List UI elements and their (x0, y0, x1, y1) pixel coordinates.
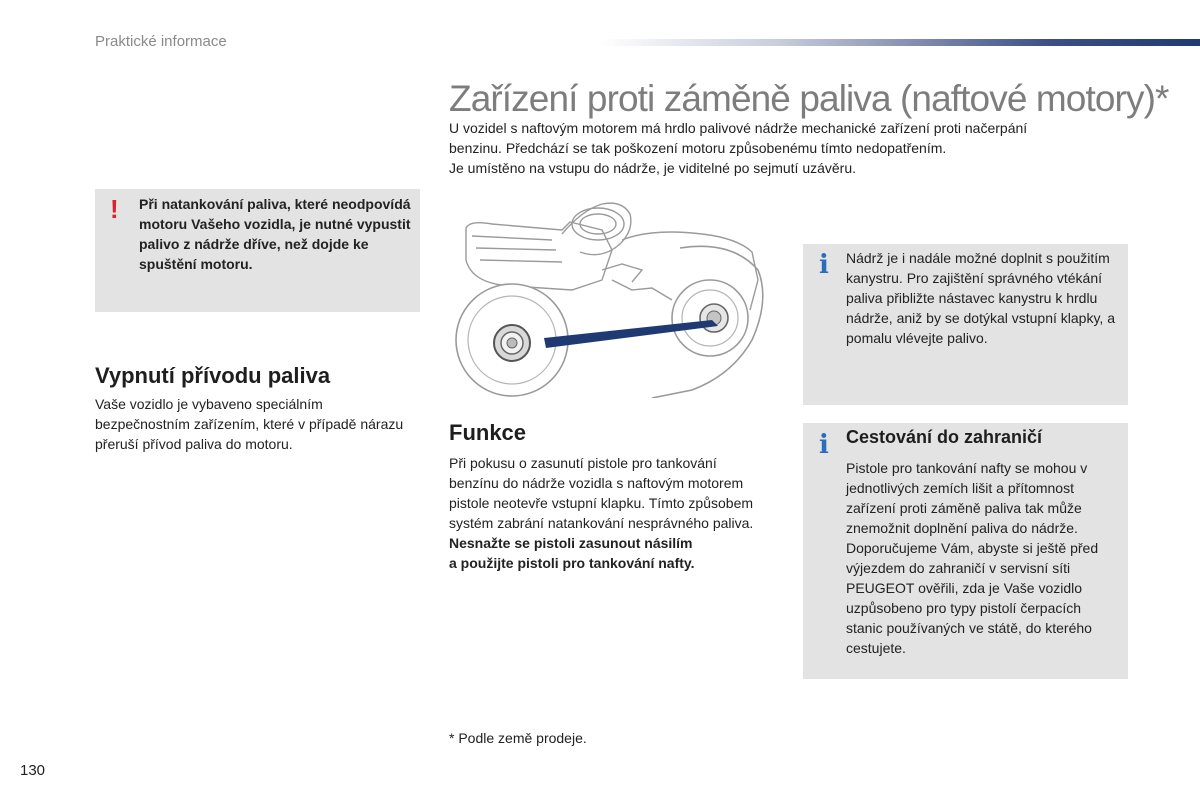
function-warning-line: a použijte pistoli pro tankování nafty. (449, 555, 695, 571)
info-text: Nádrž je i nadále možné doplnit s použitím kanystru. Pro zajištění správného vtékání paliva přibližte nástavec kanystru k hrdlu nádrže, aniž by se dotýkal vstupní klapky, a pomalu vlévejte palivo. (846, 250, 1115, 346)
warning-icon: ! (110, 194, 119, 224)
warning-box (95, 189, 420, 312)
header-bar (600, 39, 1200, 46)
function-warning-line: Nesnažte se pistoli zasunout násilím (449, 535, 693, 551)
intro-paragraph (449, 118, 1129, 178)
warning-text: Při natankování paliva, které neodpovídá motoru Vašeho vozidla, je nutné vypustit palivo z nádrže dříve, než dojde ke spuštění motoru. (139, 196, 411, 272)
intro-line: Je umístěno na vstupu do nádrže, je viditelné po sejmutí uzávěru. (449, 160, 857, 176)
function-text: Při pokusu o zasunutí pistole pro tankování benzínu do nádrže vozidla s naftovým motorem pistole neotevře vstupní klapku. Tímto způsobem systém zabrání natankování nesprávného paliva. (449, 455, 754, 531)
fuel-cutoff-text: Vaše vozidlo je vybaveno speciálním bezpečnostním zařízením, které v případě nárazu přeruší přívod paliva do motoru. (95, 396, 404, 452)
section-header: Praktické informace (95, 33, 227, 50)
info-icon: i (819, 250, 829, 280)
page-number: 130 (20, 762, 46, 779)
info-text: Pistole pro tankování nafty se mohou v jednotlivých zemích lišit a přítomnost zařízení proti záměně paliva tak může znemožnit doplnění paliva do nádrže. Doporučujeme Vám, abyste si ještě před výjezdem do zahraničí v servisní síti PEUGEOT ověřili, zda je Vaše vozidlo uzpůsobeno pro typy pistolí čerpacích stanic používaných ve státě, do kterého cestujete. (846, 460, 1099, 656)
fuel-cutoff-heading: Vypnutí přívodu paliva (95, 363, 331, 388)
function-body (449, 453, 769, 573)
intro-line: benzinu. Předchází se tak poškození motoru způsobenému tímto nedopatřením. (449, 140, 947, 156)
intro-line: U vozidel s naftovým motorem má hrdlo palivové nádrže mechanické zařízení proti načerpání (449, 120, 1028, 136)
info-box-canister (803, 244, 1128, 405)
footnote: * Podle země prodeje. (449, 730, 587, 746)
info-title: Cestování do zahraničí (846, 427, 1043, 447)
fuel-filler-illustration (452, 200, 770, 398)
page-title: Zařízení proti záměně paliva (naftové motory)* (449, 78, 1169, 119)
info-box-travel (803, 423, 1128, 679)
function-heading: Funkce (449, 420, 527, 445)
info-icon: i (819, 430, 829, 460)
